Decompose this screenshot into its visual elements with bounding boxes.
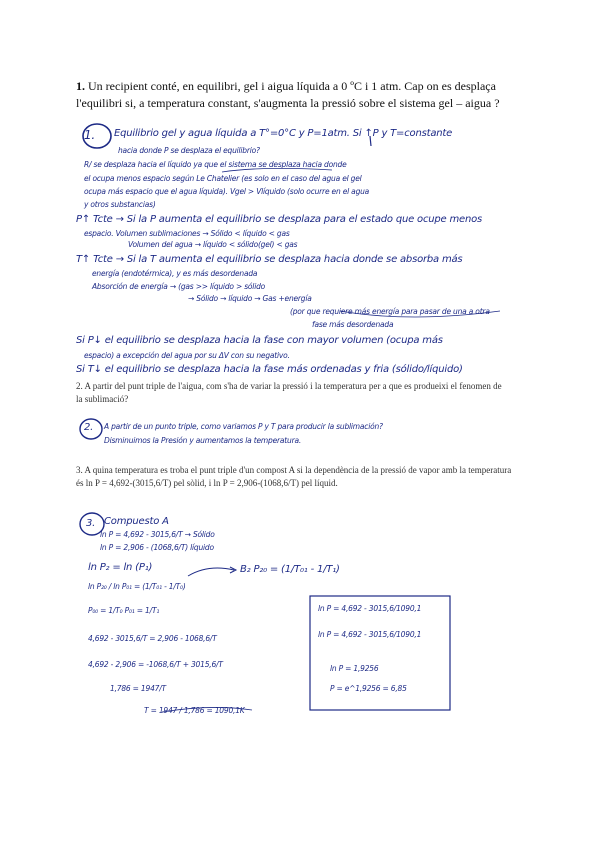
- answer-3-line: 1,786 = 1947/T: [110, 684, 166, 693]
- answer-1-line: fase más desordenada: [312, 320, 394, 329]
- answer-1-line: Si P↓ el equilibrio se desplaza hacia la fase con mayor volumen (ocupa más: [76, 335, 443, 346]
- answer-3-line: 4,692 - 2,906 = -1068,6/T + 3015,6/T: [88, 660, 223, 669]
- answer-3-box-line: ln P = 1,9256: [330, 664, 379, 673]
- answer-3-line: 4,692 - 3015,6/T = 2,906 - 1068,6/T: [88, 634, 217, 643]
- answer-1-line: T↑ Tcte → Si la T aumenta el equilibrio se desplaza hacia donde se absorba más: [76, 254, 463, 265]
- answer-3-box-line: ln P = 4,692 - 3015,6/1090,1: [318, 604, 422, 613]
- question-1-number: 1.: [76, 79, 85, 93]
- answer-3-circle-label: 3.: [86, 518, 96, 529]
- question-2-text: 2. A partir del punt triple de l'aigua, com s'ha de variar la pressió i la temperatura per a que es produeixi el fenomen de la sublimació?: [76, 381, 502, 404]
- answer-2-line: Disminuimos la Presión y aumentamos la temperatura.: [104, 436, 302, 445]
- answer-1-line: Absorción de energía → (gas >> líquido > sólido: [92, 282, 266, 291]
- answer-3-line: ln P₂ = ln (P₁): [88, 562, 153, 573]
- answer-1-line: P↑ Tcte → Si la P aumenta el equilibrio se desplaza para el estado que ocupe menos: [76, 214, 483, 225]
- answer-2-line: A partir de un punto triple, como variamos P y T para producir la sublimación?: [104, 422, 383, 431]
- answer-1-line: → Sólido → líquido → Gas +energía: [188, 294, 312, 303]
- answer-3-line: ln P = 4,692 - 3015,6/T → Sólido: [100, 530, 215, 539]
- question-3-text: 3. A quina temperatura es troba el punt triple d'un compost A si la dependència de la pressió de vapor amb la temperatura és ln P = 4,692-(3015,6/T) pel sòlid, i ln P = 2,906-(1068,6/T) pel líquid.: [76, 465, 512, 488]
- answer-1-line: hacia donde P se desplaza el equilibrio?: [118, 146, 260, 155]
- answer-3-arrow-formula: B₂ P₂₀ = (1/T₀₁ - 1/T₁): [240, 564, 340, 575]
- answer-3-box-line: ln P = 4,692 - 3015,6/1090,1: [318, 630, 422, 639]
- answer-3-line: T = 1947 / 1,786 = 1090,1K: [144, 706, 245, 715]
- answer-1-line: espacio) a excepción del agua por su ΔV con su negativo.: [84, 351, 290, 360]
- answer-2-circle-label: 2.: [84, 422, 94, 433]
- answer-1-line: ocupa más espacio que el agua líquida). Vgel > Vlíquido (solo ocurre en el agua: [84, 187, 370, 196]
- answer-3-box-line: P = e^1,9256 = 6,85: [330, 684, 407, 693]
- answer-1-line: (por que requiere más energía para pasar de una a otra: [290, 307, 490, 316]
- answer-1-circle-label: 1.: [84, 128, 96, 142]
- answer-1-line: Volumen del agua → líquido < sólido(gel) < gas: [128, 240, 298, 249]
- answer-1-line: el ocupa menos espacio según Le Chatelier (es solo en el caso del agua el gel: [84, 174, 362, 183]
- answer-1-line: Si T↓ el equilibrio se desplaza hacia la fase más ordenadas y fria (sólido/líquido): [76, 364, 463, 375]
- answer-1-line: R/ se desplaza hacia el líquido ya que el sistema se desplaza hacia donde: [84, 160, 347, 169]
- question-1-text: Un recipient conté, en equilibri, gel i aigua líquida a 0 ºC i 1 atm. Cap on es desplaça l'equilibri si, a temperatura constant, s'augmenta la pressió sobre el sistema gel – aigua ?: [76, 79, 500, 110]
- answer-3-line: ln P₂₀ / ln P₀₁ = (1/T₀₁ - 1/T₀): [88, 582, 186, 591]
- answer-1-line: energía (endotérmica), y es más desordenada: [92, 269, 258, 278]
- answer-1-line: Equilibrio gel y agua líquida a T°=0°C y P=1atm. Si ↑P y T=constante: [114, 128, 453, 139]
- answer-1-line: y otros substancias): [84, 200, 156, 209]
- answer-3-line: P₀₀ = 1/T₀ P₀₁ = 1/T₁: [88, 606, 160, 615]
- answer-3-line: Compuesto A: [104, 516, 169, 527]
- answer-1-line: espacio. Volumen sublimaciones → Sólido < líquido < gas: [84, 229, 290, 238]
- answer-3-line: ln P = 2,906 - (1068,6/T) líquido: [100, 543, 214, 552]
